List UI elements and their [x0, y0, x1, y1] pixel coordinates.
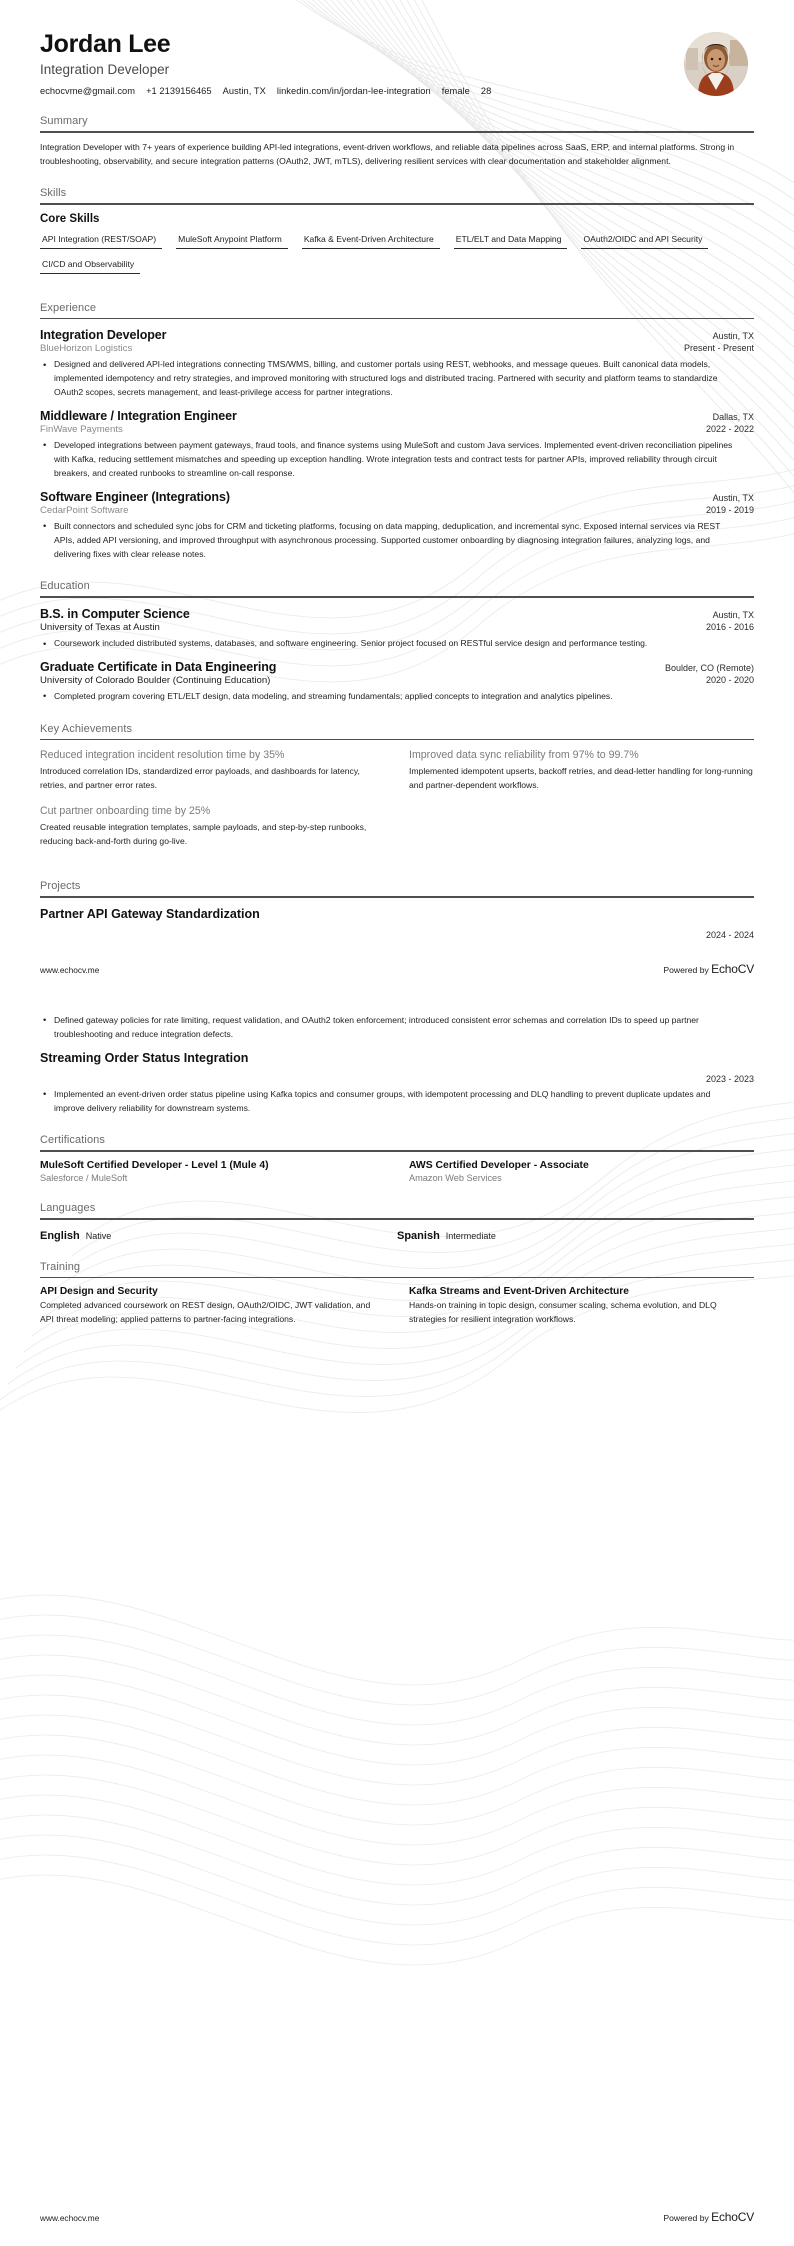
experience-organization: BlueHorizon Logistics: [40, 343, 133, 355]
experience-organization: CedarPoint Software: [40, 504, 129, 516]
education-location: Boulder, CO (Remote): [664, 662, 754, 673]
experience-location: Dallas, TX: [712, 411, 754, 422]
language-level: Native: [85, 1230, 112, 1241]
language-level: Intermediate: [445, 1230, 496, 1241]
footer-powered-by: [663, 2210, 754, 2224]
experience-bullet: • Built connectors and scheduled sync jobs for CRM and ticketing platforms, focusing on data mapping, deduplication, and incremental sync. Exposed internal services via REST APIs, added API versioning, and improved throughput with asynchronous processing. Supported customer onboarding by diagnosing integration failures, analyzing logs, and delivering fixes with clear release notes.: [40, 520, 740, 562]
section-title-training: Training: [40, 1260, 81, 1273]
experience-role: Software Engineer (Integrations): [40, 489, 230, 504]
section-training: [40, 1261, 754, 1327]
header-identity: [40, 28, 491, 96]
achievement-description: Implemented idempotent upserts, backoff retries, and dead-letter handling for long-running and partner-dependent workflows.: [409, 766, 753, 791]
section-certifications: [40, 1134, 754, 1183]
section-education: [40, 580, 754, 703]
certification-title: AWS Certified Developer - Associate: [409, 1160, 589, 1172]
education-school: University of Texas at Austin: [40, 622, 160, 634]
education-location: Austin, TX: [712, 610, 754, 621]
experience-location: Austin, TX: [712, 492, 754, 503]
achievement-title: Reduced integration incident resolution time by 35%: [40, 749, 285, 762]
achievement-item: [40, 805, 385, 849]
summary-text: Integration Developer with 7+ years of experience building API-led integrations, event-driven workflows, and reliable data pipelines across SaaS, ERP, and internal platforms. Strong in troubleshooting, observability, and secure integration patterns (OAuth2, JWT, mTLS), delivering resilient services with clear documentation and stakeholder alignment.: [40, 141, 735, 166]
section-title-experience: Experience: [40, 301, 97, 314]
certification-issuer: Salesforce / MuleSoft: [40, 1173, 128, 1184]
section-title-key-achievements: Key Achievements: [40, 722, 133, 735]
language-name: English: [40, 1229, 80, 1242]
experience-bullet: • Designed and delivered API-led integrations connecting TMS/WMS, billing, and customer portals using REST, webhooks, and message queues. Built canonical data models, implemented idempotency and retry strategies, and improved monitoring with structured logs and distributed tracing. Partnered with security and platform teams to standardize OAuth2 scopes, secrets management, and least-privilege access for partner integrations.: [40, 358, 740, 400]
training-title: API Design and Security: [40, 1286, 158, 1298]
page-break-spacer: [40, 976, 754, 1010]
contact-linkedin[interactable]: linkedin.com/in/jordan-lee-integration: [276, 85, 431, 96]
bottom-spacer: [40, 1327, 754, 1931]
section-divider: [40, 1150, 754, 1152]
achievement-title: Cut partner onboarding time by 25%: [40, 805, 211, 818]
training-item: [409, 1286, 754, 1327]
education-bullet: • Completed program covering ETL/ELT design, data modeling, and streaming fundamentals; applied concepts to integration and analytics pipelines.: [40, 690, 740, 704]
achievements-column-left: [40, 749, 385, 861]
section-key-achievements: [40, 723, 754, 861]
section-title-education: Education: [40, 580, 90, 593]
contact-age: 28: [480, 85, 492, 96]
project-dates: 2024 - 2024: [705, 929, 754, 940]
experience-location: Austin, TX: [712, 331, 754, 342]
certification-item: [40, 1160, 385, 1183]
training-item: [40, 1286, 385, 1327]
achievement-item: [409, 749, 754, 793]
footer-website[interactable]: www.echocv.me: [40, 964, 100, 975]
page-title: Jordan Lee: [40, 30, 171, 58]
contact-email[interactable]: echocvme@gmail.com: [40, 85, 136, 96]
experience-role: Middleware / Integration Engineer: [40, 408, 237, 423]
project-title: Streaming Order Status Integration: [40, 1050, 249, 1065]
experience-dates: 2019 - 2019: [705, 504, 754, 515]
section-divider: [40, 1218, 754, 1220]
skill-group-title: Core Skills: [40, 212, 100, 225]
project-dates: 2023 - 2023: [705, 1073, 754, 1084]
achievement-description: Introduced correlation IDs, standardized error payloads, and dashboards for latency, retries, and partner error rates.: [40, 766, 360, 791]
footer-powered-prefix: Powered by: [663, 2213, 712, 2223]
training-title: Kafka Streams and Event-Driven Architecture: [409, 1286, 629, 1298]
section-title-summary: Summary: [40, 115, 88, 127]
page-footer-1: [40, 962, 754, 976]
experience-role: Integration Developer: [40, 328, 167, 343]
section-skills: [40, 187, 754, 283]
education-entry: [40, 607, 754, 651]
education-degree: B.S. in Computer Science: [40, 607, 190, 622]
job-title: Integration Developer: [40, 61, 170, 77]
section-projects: [40, 880, 754, 940]
language-item: [397, 1230, 754, 1242]
contact-gender: female: [441, 85, 470, 96]
achievements-column-right: [409, 749, 754, 861]
skill-chip: OAuth2/OIDC and API Security: [581, 233, 708, 249]
achievement-description: Created reusable integration templates, sample payloads, and step-by-step runbooks, reducing back-and-forth during go-live.: [40, 822, 367, 847]
section-title-skills: Skills: [40, 186, 67, 199]
project-entry: [40, 907, 754, 940]
experience-dates: 2022 - 2022: [705, 423, 754, 434]
experience-entry: [40, 328, 754, 400]
footer-brand: EchoCV: [711, 961, 754, 976]
section-divider: [40, 896, 754, 898]
footer-website[interactable]: www.echocv.me: [40, 2213, 100, 2223]
resume-header: [40, 0, 754, 96]
footer-powered-prefix: Powered by: [663, 964, 712, 975]
project-bullet: • Implemented an event-driven order status pipeline using Kafka topics and consumer groups, with idempotent processing and DLQ handling to prevent duplicate updates and improve delivery reliability for downstream systems.: [40, 1088, 740, 1116]
experience-organization: FinWave Payments: [40, 423, 123, 435]
language-name: Spanish: [397, 1229, 440, 1242]
education-dates: 2016 - 2016: [705, 622, 754, 633]
section-divider: [40, 1277, 754, 1279]
certification-issuer: Amazon Web Services: [409, 1173, 502, 1184]
section-summary: [40, 115, 754, 168]
project-bullet: • Defined gateway policies for rate limiting, request validation, and OAuth2 token enforcement; introduced consistent error schemas and correlation IDs to speed up partner troubleshooting and reduce integration defects.: [40, 1014, 740, 1042]
contact-location: Austin, TX: [222, 85, 266, 96]
footer-brand: EchoCV: [711, 2210, 754, 2224]
section-title-projects: Projects: [40, 880, 81, 893]
section-title-certifications: Certifications: [40, 1134, 105, 1147]
experience-entry: [40, 409, 754, 481]
contact-row: [40, 86, 491, 96]
section-title-languages: Languages: [40, 1202, 96, 1215]
training-description: Hands-on training in topic design, consumer scaling, schema evolution, and DLQ strategies for resilient integration workflows.: [409, 1300, 717, 1325]
section-divider: [40, 596, 754, 598]
skill-chip: MuleSoft Anypoint Platform: [176, 233, 288, 249]
project-entry-continued: [40, 1014, 754, 1116]
section-divider: [40, 131, 754, 133]
section-divider: [40, 739, 754, 741]
skill-chip: ETL/ELT and Data Mapping: [454, 233, 568, 249]
avatar: [684, 32, 748, 96]
section-experience: [40, 302, 754, 562]
education-bullet: • Coursework included distributed systems, databases, and software engineering. Senior project focused on RESTful service design and performance testing.: [40, 637, 740, 651]
section-languages: [40, 1202, 754, 1242]
experience-dates: Present - Present: [683, 343, 754, 354]
project-title: Partner API Gateway Standardization: [40, 906, 260, 921]
achievement-title: Improved data sync reliability from 97% to 99.7%: [409, 749, 639, 762]
training-description: Completed advanced coursework on REST design, OAuth2/OIDC, JWT validation, and API threat modeling; applied patterns to partner-facing integrations.: [40, 1300, 371, 1325]
section-divider: [40, 203, 754, 205]
experience-bullet: • Developed integrations between payment gateways, fraud tools, and finance systems using MuleSoft and custom Java services. Implemented event-driven reconciliation pipelines with Kafka, reducing settlement mismatches and speeding up exception handling. Wrote integration tests and contract tests for partner APIs, improved reliability through circuit breakers, and created runbooks to streamline on-call response.: [40, 439, 740, 481]
education-school: University of Colorado Boulder (Continuing Education): [40, 674, 271, 686]
page-footer-2: [40, 2210, 754, 2224]
education-dates: 2020 - 2020: [705, 674, 754, 685]
skill-chip: Kafka & Event-Driven Architecture: [302, 233, 440, 249]
achievement-item: [40, 749, 385, 793]
skill-chip: CI/CD and Observability: [40, 258, 140, 274]
education-degree: Graduate Certificate in Data Engineering: [40, 659, 277, 674]
experience-entry: [40, 490, 754, 562]
skill-chip-list: [40, 233, 740, 283]
section-divider: [40, 318, 754, 320]
education-entry: [40, 660, 754, 704]
certification-item: [409, 1160, 754, 1183]
skill-chip: API Integration (REST/SOAP): [40, 233, 162, 249]
footer-powered-by: [663, 962, 754, 976]
contact-phone[interactable]: +1 2139156465: [146, 85, 212, 96]
language-item: [40, 1230, 397, 1242]
certification-title: MuleSoft Certified Developer - Level 1 (Mule 4): [40, 1160, 269, 1172]
